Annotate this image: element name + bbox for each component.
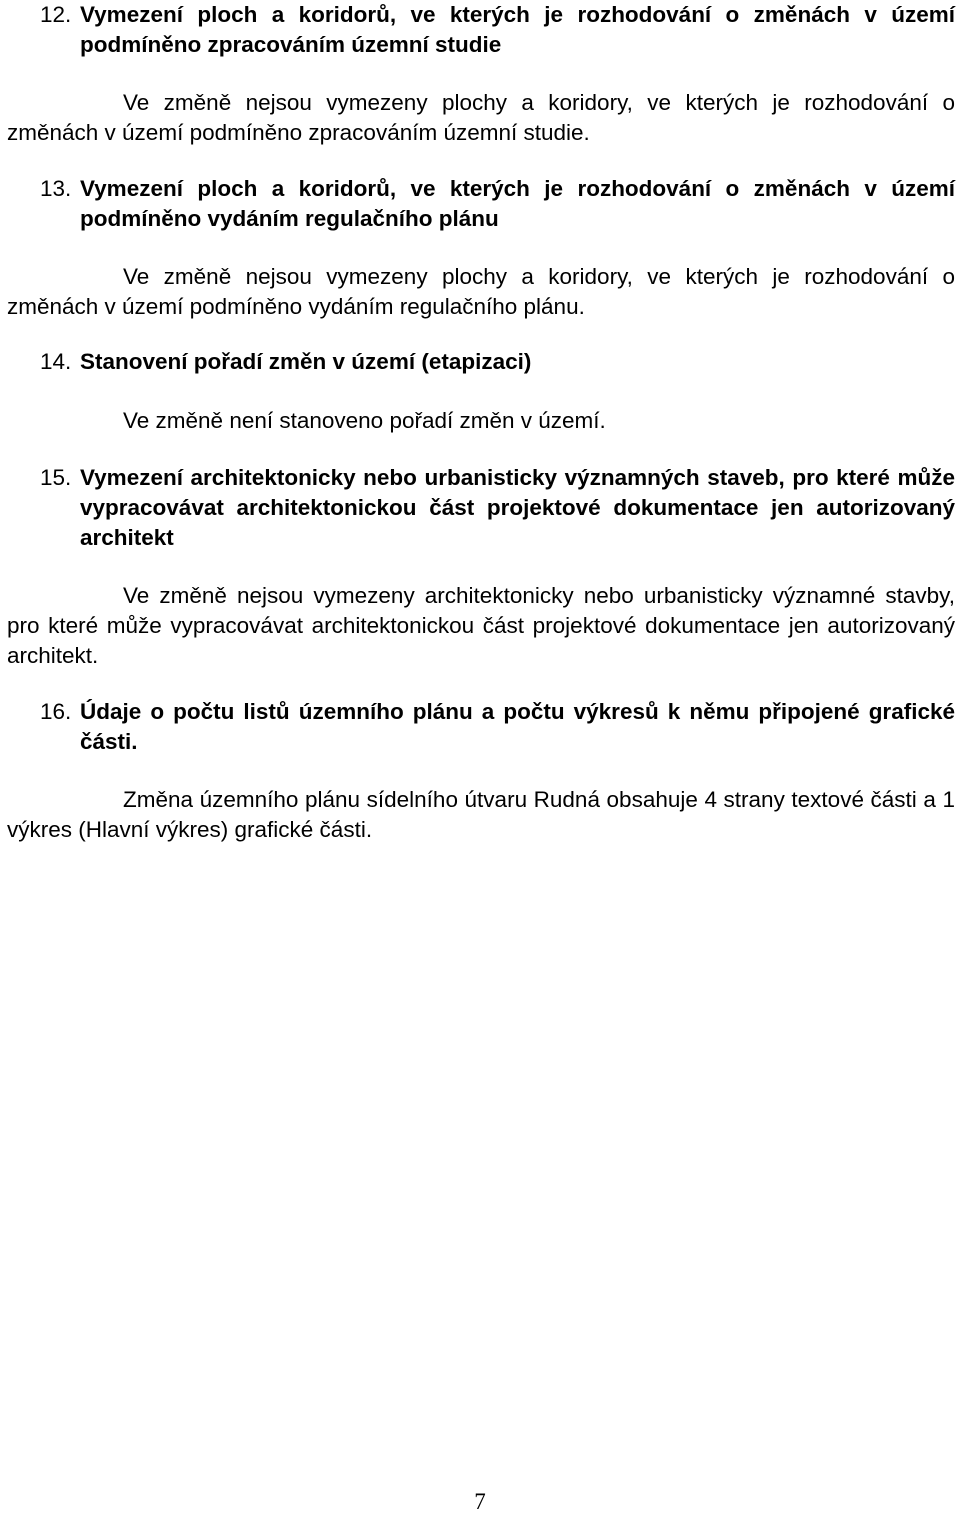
section-title: Vymezení ploch a koridorů, ve kterých je rozhodování o změnách v území podmíněno zpracováním územní studie <box>80 2 955 57</box>
section-number: 16. <box>40 699 72 724</box>
section-heading <box>7 347 955 377</box>
section-title: Stanovení pořadí změn v území (etapizaci) <box>80 349 532 374</box>
section-12 <box>7 0 955 148</box>
section-number: 15. <box>40 465 72 490</box>
section-14 <box>7 347 955 436</box>
page-number: 7 <box>474 1489 486 1514</box>
section-number: 14. <box>40 349 72 374</box>
section-heading <box>7 697 955 757</box>
section-title: Vymezení ploch a koridorů, ve kterých je rozhodování o změnách v území podmíněno vydáním regulačního plánu <box>80 176 955 231</box>
section-heading <box>7 463 955 553</box>
section-paragraph: Změna územního plánu sídelního útvaru Rudná obsahuje 4 strany textové části a 1 výkres (Hlavní výkres) grafické části. <box>7 787 955 842</box>
section-13 <box>7 174 955 322</box>
section-paragraph: Ve změně nejsou vymezeny plochy a koridory, ve kterých je rozhodování o změnách v území podmíněno vydáním regulačního plánu. <box>7 264 955 319</box>
section-number: 12. <box>40 2 72 27</box>
section-number: 13. <box>40 176 72 201</box>
section-paragraph: Ve změně není stanoveno pořadí změn v území. <box>123 408 606 433</box>
section-paragraph: Ve změně nejsou vymezeny plochy a koridory, ve kterých je rozhodování o změnách v území podmíněno zpracováním územní studie. <box>7 90 955 145</box>
section-16 <box>7 697 955 845</box>
section-paragraph: Ve změně nejsou vymezeny architektonicky nebo urbanisticky významné stavby, pro které může vypracovávat architektonickou část projektové dokumentace jen autorizovaný architekt. <box>7 583 955 668</box>
section-title: Údaje o počtu listů územního plánu a počtu výkresů k němu připojené grafické části. <box>80 699 955 754</box>
section-heading <box>7 0 955 60</box>
section-title: Vymezení architektonicky nebo urbanisticky významných staveb, pro které může vypracovávat architektonickou část projektové dokumentace jen autorizovaný architekt <box>80 465 955 550</box>
section-15 <box>7 463 955 671</box>
section-heading <box>7 174 955 234</box>
